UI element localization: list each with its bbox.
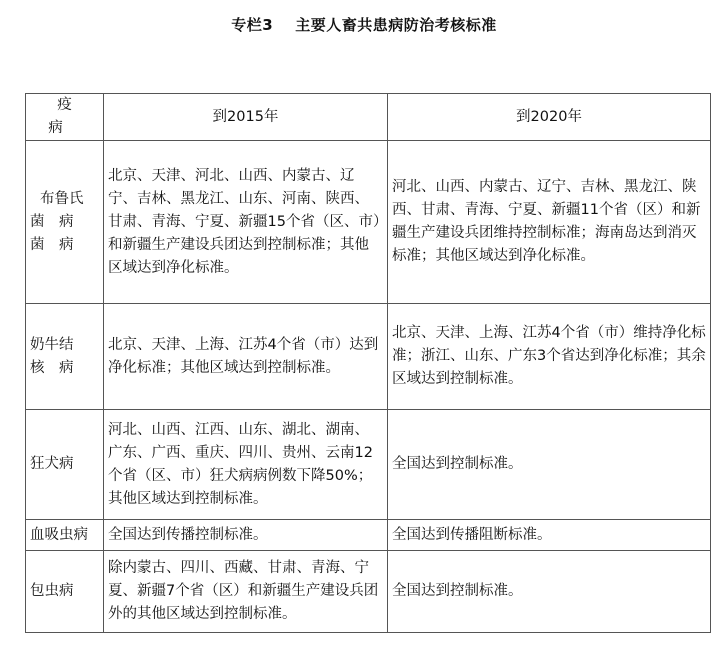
standards-table [25, 93, 711, 633]
cell-2015: 北京、天津、河北、山西、内蒙古、辽宁、吉林、黑龙江、山东、河南、陕西、甘肃、青海、宁夏、新疆15个省（区、市）和新疆生产建设兵团达到控制标准；其他区域达到净化标准。 [104, 141, 388, 304]
title-label: 专栏3 [231, 16, 274, 34]
header-disease [26, 94, 104, 141]
disease-line: 包虫病 [30, 583, 74, 599]
header-disease-label: 疫病 [48, 97, 90, 136]
disease-line: 菌 病 [30, 213, 74, 230]
disease-line: 血吸虫病 [30, 526, 88, 543]
disease-line: 布鲁氏 [40, 190, 84, 207]
table-row [26, 141, 711, 304]
cell-2015: 北京、天津、上海、江苏4个省（市）达到净化标准；其他区域达到控制标准。 [104, 304, 388, 410]
disease-cell [26, 141, 104, 304]
cell-2015: 全国达到传播控制标准。 [104, 520, 388, 551]
table-row [26, 304, 711, 410]
cell-2020: 北京、天津、上海、江苏4个省（市）维持净化标准；浙江、山东、广东3个省达到净化标准；其余区域达到控制标准。 [388, 304, 711, 410]
header-2020: 到2020年 [388, 94, 711, 141]
table-row [26, 520, 711, 551]
disease-cell [26, 520, 104, 551]
title-text: 主要人畜共患病防治考核标准 [295, 16, 497, 34]
disease-cell [26, 304, 104, 410]
table-header-row [26, 94, 711, 141]
table-row [26, 410, 711, 520]
disease-line: 狂犬病 [30, 456, 74, 472]
disease-line: 菌 病 [30, 236, 74, 253]
cell-2015: 河北、山西、江西、山东、湖北、湖南、广东、广西、重庆、四川、贵州、云南12个省（区、市）狂犬病病例数下降50%；其他区域达到控制标准。 [104, 410, 388, 520]
table-title [0, 14, 728, 35]
table-row [26, 551, 711, 633]
disease-cell [26, 410, 104, 520]
cell-2020: 河北、山西、内蒙古、辽宁、吉林、黑龙江、陕西、甘肃、青海、宁夏、新疆11个省（区）和新疆生产建设兵团维持控制标准；海南岛达到消灭标准；其他区域达到净化标准。 [388, 141, 711, 304]
cell-2020: 全国达到控制标准。 [388, 551, 711, 633]
disease-cell [26, 551, 104, 633]
cell-2015: 除内蒙古、四川、西藏、甘肃、青海、宁夏、新疆7个省（区）和新疆生产建设兵团外的其他区域达到控制标准。 [104, 551, 388, 633]
cell-2020: 全国达到控制标准。 [388, 410, 711, 520]
cell-2020: 全国达到传播阻断标准。 [388, 520, 711, 551]
header-2015: 到2015年 [104, 94, 388, 141]
disease-line: 奶牛结 [30, 336, 74, 353]
disease-line: 核 病 [30, 359, 74, 376]
